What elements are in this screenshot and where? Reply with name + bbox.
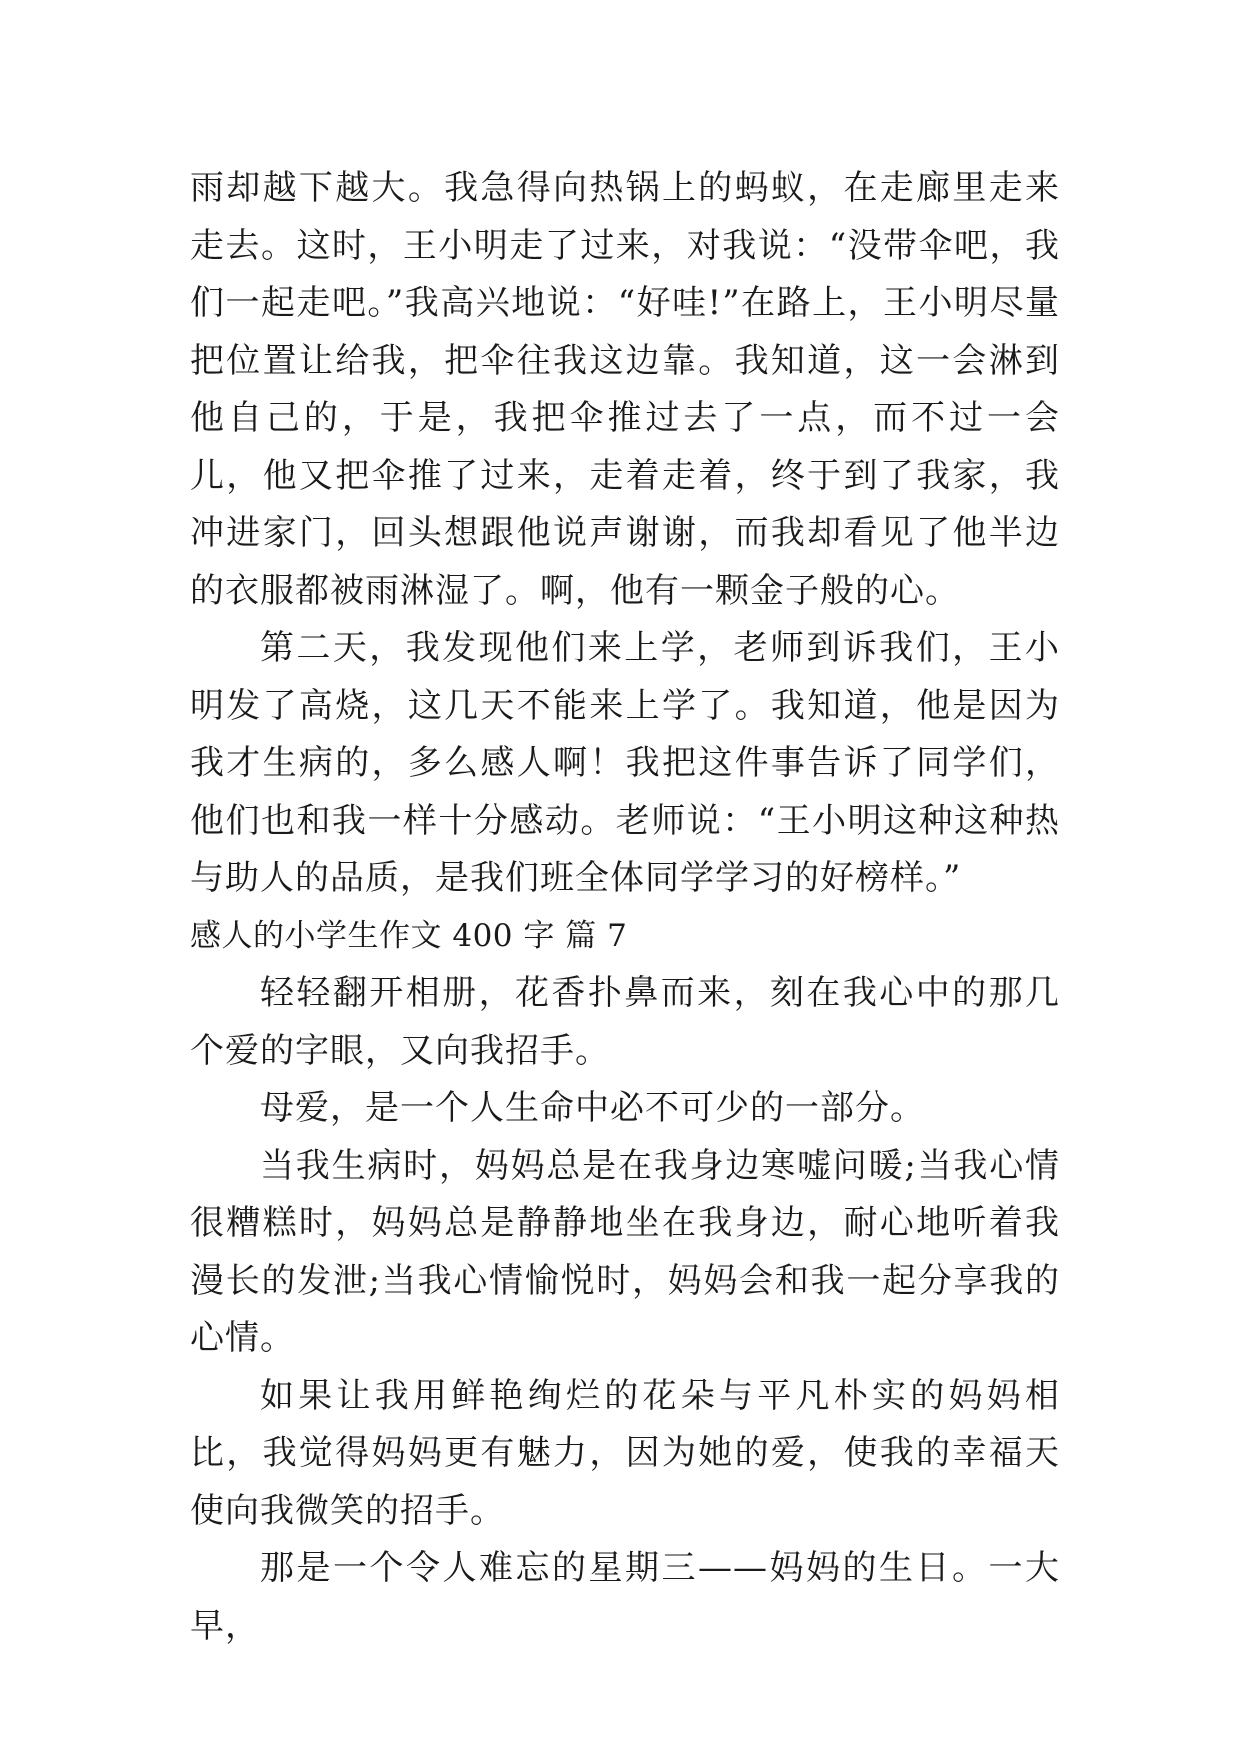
paragraph-mother-love: 母爱，是一个人生命中必不可少的一部分。 bbox=[260, 1088, 925, 1128]
paragraph-photo-album: 轻轻翻开相册，花香扑鼻而来，刻在我心中的那几个爱的字眼，又向我招手。 bbox=[190, 973, 1060, 1071]
paragraph-rain-story: 雨却越下越大。我急得向热锅上的蚂蚁，在走廊里走来走去。这时，王小明走了过来，对我说：“没带伞吧，我们一起走吧。”我高兴地说：“好哇!”在路上，王小明尽量把位置让给我，把伞往我这边靠。我知道，这一会淋到他自己的，于是，我把伞推过去了一点，而不过一会儿，他又把伞推了过来，走着走着，终于到了我家，我冲进家门，回头想跟他说声谢谢，而我却看见了他半边的衣服都被雨淋湿了。啊，他有一颗金子般的心。 bbox=[190, 168, 1060, 611]
paragraph-flower-compare: 如果让我用鲜艳绚烂的花朵与平凡朴实的妈妈相比，我觉得妈妈更有魅力，因为她的爱，使我的幸福天使向我微笑的招手。 bbox=[190, 1375, 1060, 1531]
document-page bbox=[190, 160, 1060, 1655]
paragraph-birthday: 那是一个令人难忘的星期三——妈妈的生日。一大早， bbox=[190, 1548, 1060, 1646]
paragraph-when-sick: 当我生病时，妈妈总是在我身边寒嘘问暖;当我心情很糟糕时，妈妈总是静静地坐在我身边，耐心地听着我漫长的发泄;当我心情愉悦时，妈妈会和我一起分享我的心情。 bbox=[190, 1145, 1060, 1358]
paragraph-next-day: 第二天，我发现他们来上学，老师到诉我们，王小明发了高烧，这几天不能来上学了。我知道，他是因为我才生病的，多么感人啊！我把这件事告诉了同学们，他们也和我一样十分感动。老师说：“王小明这种这种热与助人的品质，是我们班全体同学学习的好榜样。” bbox=[190, 628, 1060, 898]
section-heading: 感人的小学生作文 400 字 篇 7 bbox=[190, 917, 628, 954]
